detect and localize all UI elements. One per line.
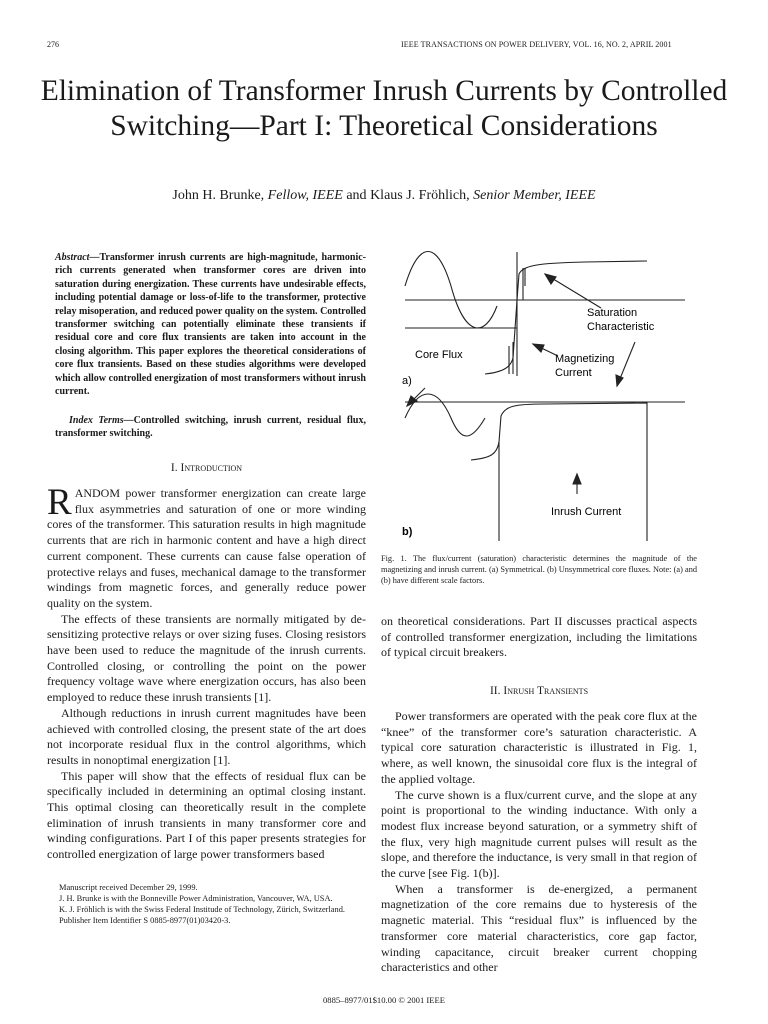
fig-label-core-flux: Core Flux [415,349,463,361]
abstract-label: Abstract— [55,252,100,263]
author-brunke-role: , Fellow, IEEE [260,188,343,203]
author-join: and [342,188,371,203]
fig-label-saturation-1: Saturation [587,307,638,319]
fig-b-saturation-curve [471,403,647,541]
section-heading-inrush-transients: II. Inrush Transients [489,685,589,697]
footnote-frohlich: K. J. Fröhlich is with the Swiss Federal Institude of Technology, Zürich, Switzerland. [59,905,345,914]
arrow-saturation-b [616,375,623,386]
paragraph: Power transformers are operated with the peak core flux at the “knee” of the transformer core’s saturation characteristic. A typical core saturation characteristic is illustrated in Fig. 1, where, as well known, the sinusoidal core flux is the integral of the applied voltage. [381,709,697,786]
arrow-inrush [573,474,581,484]
drop-cap: R [47,482,72,523]
footnote-received: Manuscript received December 29, 1999. [59,883,198,892]
fig-label-inrush: Inrush Current [551,506,622,518]
fig-a-core-flux-wave [405,252,497,328]
paragraph: When a transformer is de-energized, a permanent magnetization of the core remains due to hysteresis of the magnetic material. This “residual flux” is influenced by the transformer core material characteristics, core gap factor, winding capacitance, circuit breaker current chopping characteristics and other [381,881,697,975]
arrow-magnetizing [533,344,544,352]
fig-label-a: a) [402,375,412,387]
author-line [40,188,728,204]
paragraph: The curve shown is a flux/current curve, and the slope at any point is proportional to the winding inductance. With only a modest flux increase beyond saturation, or a symmetry shift of the flux, very high magnitude current pulses will result as the slope, and therefore the inductance, is very small in that region of the curve [see Fig. 1(b)]. [381,787,697,881]
section-heading-introduction: I. Introduction [170,462,243,474]
paragraph: Although reductions in inrush current magnitudes have been achieved with controlled closing, the present state of the art does not incorporate residual flux in the control algorithms, which results in nonoptimal energization [1]. [47,705,366,767]
figure-caption: Fig. 1. The flux/current (saturation) characteristic determines the magnitude of the magnetizing and inrush current. (a) Symmetrical. (b) Unsymmetrical core fluxes. Note: (a) and (b) have different scale factors. [381,554,697,585]
journal-header: IEEE TRANSACTIONS ON POWER DELIVERY, VOL. 16, NO. 2, APRIL 2001 [401,40,672,49]
fig-label-magnetizing-1: Magnetizing [555,353,615,365]
author-frohlich: Klaus J. Fröhlich [370,188,467,203]
introduction-body [47,482,366,863]
index-terms-label: Index Terms— [69,415,134,426]
footnotes [47,882,366,926]
copyright-footer: 0885–8977/01$10.00 © 2001 IEEE [322,995,446,1005]
paragraph: This paper will show that the effects of residual flux can be specifically included in determining an optimal closing instant. This optimal closing can theoretically result in the complete elimination of inrush transients in many transformer core and winding configurations. Part I of this paper presents strategies for controlled energization of large power transformers based [47,768,366,862]
fig-label-b: b) [402,526,413,538]
author-frohlich-role: , Senior Member, IEEE [466,188,596,203]
paper-title: Elimination of Transformer Inrush Currents by Controlled Switching—Part I: Theoretical Considerations [40,75,728,142]
arrow-saturation [545,274,556,284]
author-brunke: John H. Brunke [172,188,261,203]
inrush-transients-body [381,709,697,976]
fig-label-magnetizing-2: Current [555,367,592,379]
figure-1 [385,246,715,541]
fig-label-saturation-2: Characteristic [587,321,655,333]
introduction-continuation: on theoretical considerations. Part II discusses practical aspects of controlled transformer energization, including the limitations of typical circuit breakers. [381,614,697,660]
footnote-brunke: J. H. Brunke is with the Bonneville Power Administration, Vancouver, WA, USA. [59,894,333,903]
index-terms-text: Controlled switching, inrush current, residual flux, transformer switching. [55,415,366,440]
page-number: 276 [47,40,59,49]
abstract-text: Transformer inrush currents are high-magnitude, harmonic-rich currents generated when transformer cores are driven into saturation during energization. These currents have undesirable effects, including potential damage or loss-of-life to the transformer, protective relay misoperation, and reduced power quality on the system. Controlled transformer switching can potentially eliminate these transients if residual core and core flux transients are taken into account in the closing algorithm. This paper explores the theoretical considerations of core flux transients. Based on these studies algorithms were developed which allow controlled energization of most transformers without inrush current. [55,252,366,398]
footnote-pii: Publisher Item Identifier S 0885-8977(01)03420-3. [59,916,231,925]
paragraph: RANDOM power transformer energization can create large flux asymmetries and saturation of one or more winding cores of the transformer. This saturation results in high magnitude currents that are rich in harmonic content and have a high direct current component. These currents can cause false operation of protective relays and fuses, mechanical damage to the transformer windings from magnetic forces, and generally reduce power quality on the system. [47,482,366,610]
paragraph: The effects of these transients are normally mitigated by de-sensitizing protective relays or over sizing fuses. Closing resistors have been used to reduce the magnitude of the inrush currents. Controlled closing, or controlling the point on the power frequency voltage wave where energization occurs, has also been employed to reduce these inrush transients [1]. [47,611,366,705]
abstract [55,251,366,398]
index-terms [55,414,366,441]
